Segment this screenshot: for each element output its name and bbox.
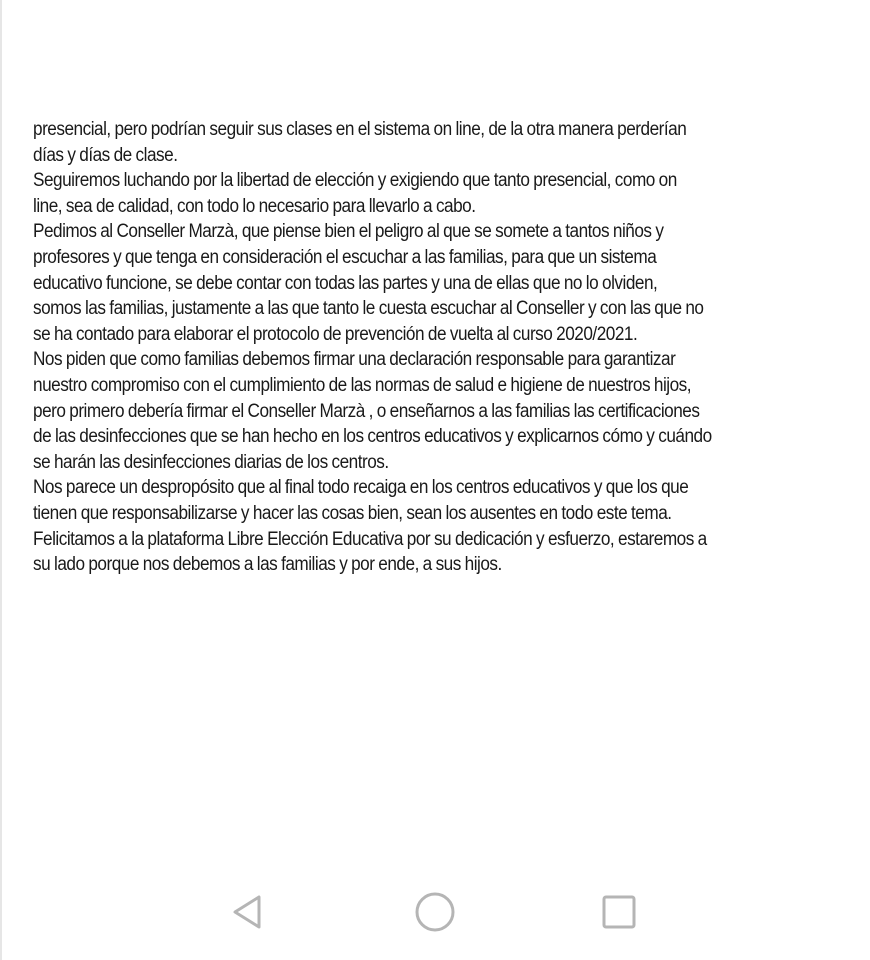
recents-button[interactable]: [597, 890, 641, 934]
text-line: Nos piden que como familias debemos firmar una declaración responsable para garantizar: [33, 349, 676, 371]
text-line: su lado porque nos debemos a las familias y por ende, a sus hijos.: [33, 554, 502, 576]
text-line: se harán las desinfecciones diarias de los centros.: [33, 451, 389, 473]
home-button[interactable]: [413, 890, 457, 934]
system-navigation-bar: [0, 880, 870, 940]
text-line: Pedimos al Conseller Marzà, que piense bien el peligro al que se somete a tantos niños y: [33, 221, 664, 243]
text-line: se ha contado para elaborar el protocolo de prevención de vuelta al curso 2020/2021.: [33, 323, 638, 345]
back-icon: [228, 892, 268, 932]
text-line: nuestro compromiso con el cumplimiento de las normas de salud e higiene de nuestros hijos,: [33, 374, 692, 396]
back-button[interactable]: [226, 890, 270, 934]
text-line: Felicitamos a la plataforma Libre Elección Educativa por su dedicación y esfuerzo, estaremos a: [33, 528, 707, 550]
text-line: días y días de clase.: [33, 144, 178, 166]
text-line: educativo funcione, se debe contar con todas las partes y una de ellas que no lo olviden,: [33, 272, 658, 294]
text-line: tienen que responsabilizarse y hacer las cosas bien, sean los ausentes en todo este tema.: [33, 502, 672, 524]
text-line: somos las familias, justamente a las que tanto le cuesta escuchar al Conseller y con las que no: [33, 298, 704, 320]
recents-icon: [599, 892, 639, 932]
text-line: Seguiremos luchando por la libertad de elección y exigiendo que tanto presencial, como on: [33, 170, 677, 192]
left-edge-divider: [0, 0, 2, 960]
document-body: [33, 117, 863, 578]
text-line: presencial, pero podrían seguir sus clases en el sistema on line, de la otra manera perderían: [33, 119, 687, 140]
text-line: line, sea de calidad, con todo lo necesario para llevarlo a cabo.: [33, 195, 476, 217]
text-line: de las desinfecciones que se han hecho en los centros educativos y explicarnos cómo y cuándo: [33, 426, 712, 448]
text-line: pero primero debería firmar el Conseller Marzà , o enseñarnos a las familias las certificaciones: [33, 400, 700, 422]
home-icon: [413, 890, 457, 934]
text-line: Nos parece un despropósito que al final todo recaiga en los centros educativos y que los que: [33, 477, 689, 499]
text-line: profesores y que tenga en consideración el escuchar a las familias, para que un sistema: [33, 246, 657, 268]
